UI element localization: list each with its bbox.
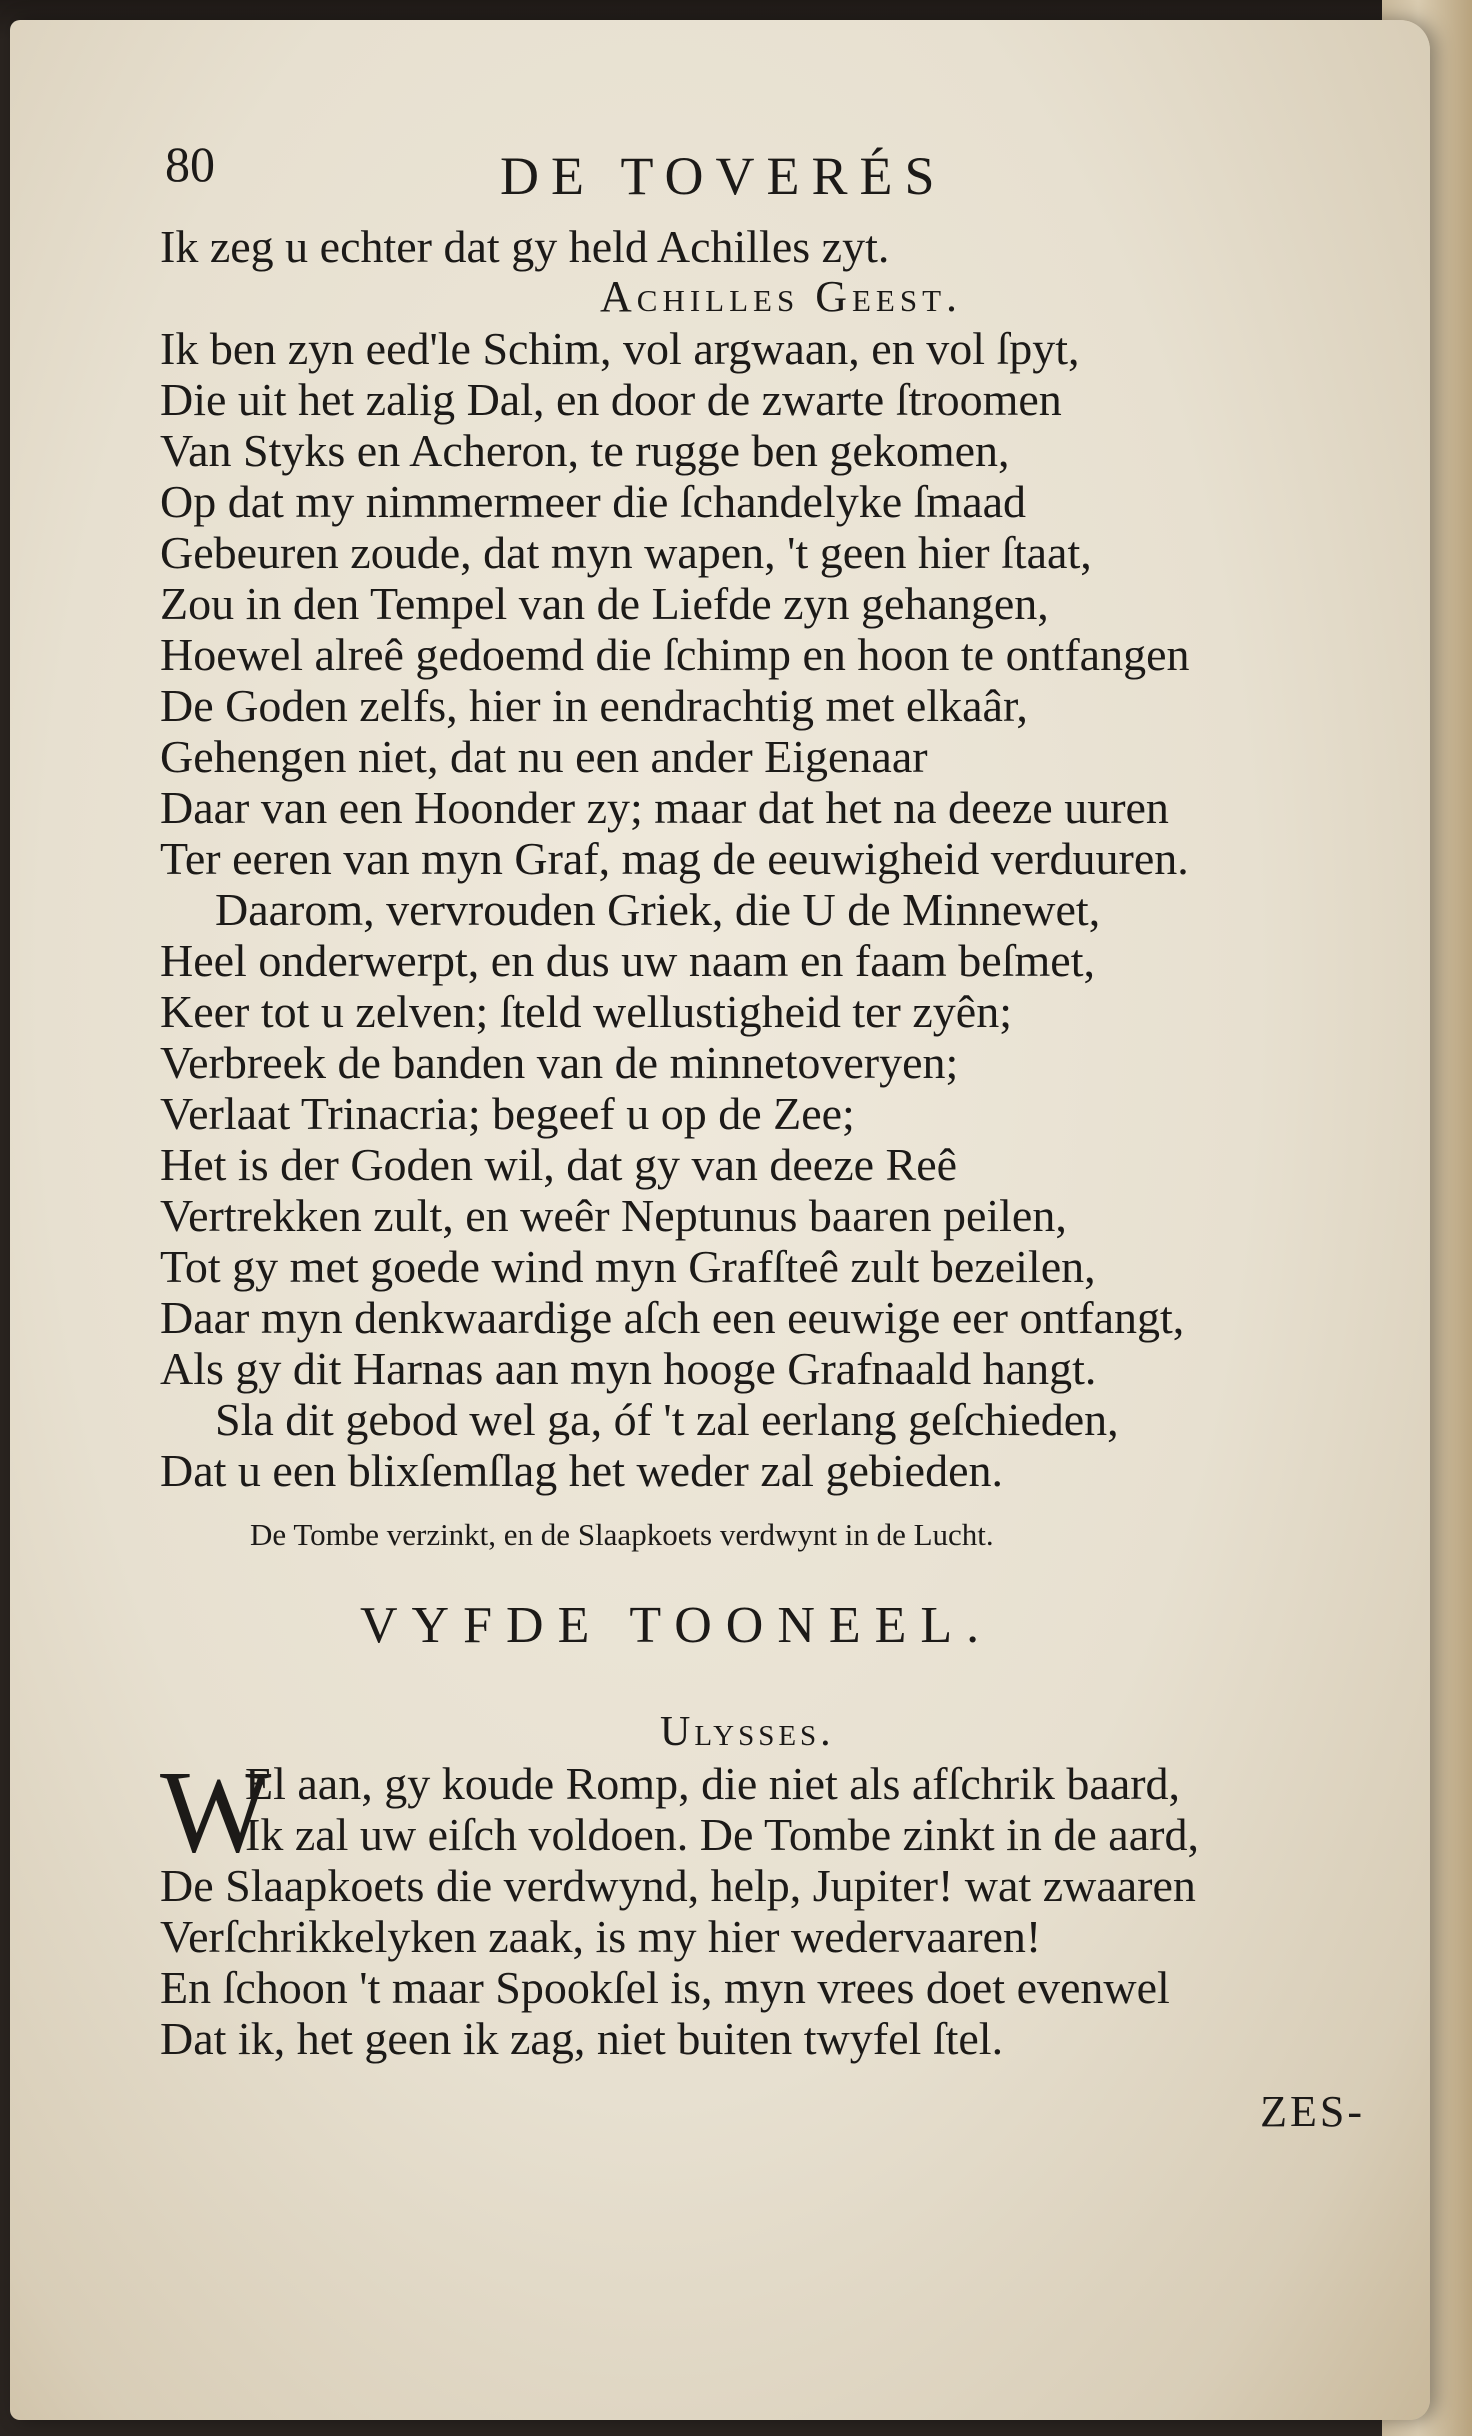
- verse-line: Het is der Goden wil, dat gy van deeze Reê: [160, 1139, 958, 1190]
- verse-line: En ſchoon 't maar Spookſel is, myn vrees doet evenwel: [160, 1962, 1170, 2013]
- stage-direction: De Tombe verzinkt, en de Slaapkoets verdwynt in de Lucht.: [250, 1517, 994, 1552]
- verse-line: Dat u een blixſemſlag het weder zal gebieden.: [160, 1445, 1003, 1496]
- verse-line: Ter eeren van myn Graf, mag de eeuwigheid verduuren.: [160, 833, 1189, 884]
- page-number: 80: [165, 136, 215, 192]
- book-page: [10, 20, 1430, 2420]
- verse-line: Keer tot u zelven; ſteld wellustigheid ter zyên;: [160, 986, 1012, 1037]
- verse-line: Verſchrikkelyken zaak, is my hier wedervaaren!: [160, 1911, 1042, 1962]
- verse-line: Hoewel alreê gedoemd die ſchimp en hoon te ontfangen: [160, 629, 1190, 680]
- verse-line: Gebeuren zoude, dat myn wapen, 't geen hier ſtaat,: [160, 527, 1092, 578]
- verse-line: Gehengen niet, dat nu een ander Eigenaar: [160, 731, 928, 782]
- verse-line: Dat ik, het geen ik zag, niet buiten twyfel ſtel.: [160, 2013, 1004, 2064]
- verse-line: Vertrekken zult, en weêr Neptunus baaren peilen,: [160, 1190, 1067, 1241]
- running-head: DE TOVERÉS: [500, 146, 947, 206]
- verse-line: Verbreek de banden van de minnetoveryen;: [160, 1037, 959, 1088]
- speech-block: [160, 1394, 1410, 1496]
- speaker-heading: Achilles Geest.: [600, 272, 963, 321]
- dropcap-paragraph: [160, 1746, 1410, 1877]
- verse-line: Tot gy met goede wind myn Grafſteê zult bezeilen,: [160, 1241, 1096, 1292]
- page-header: [160, 125, 1410, 221]
- speech-block: [160, 1860, 1410, 2064]
- verse-line: Ik ben zyn eed'le Schim, vol argwaan, en vol ſpyt,: [160, 323, 1080, 374]
- page-text: [160, 125, 1410, 2137]
- catchword: ZES-: [1260, 2087, 1365, 2136]
- verse-line: Daar myn denkwaardige aſch een eeuwige eer ontfangt,: [160, 1292, 1185, 1343]
- verse-line: Heel onderwerpt, en dus uw naam en faam beſmet,: [160, 935, 1095, 986]
- verse-line: Die uit het zalig Dal, en door de zwarte ſtroomen: [160, 374, 1062, 425]
- speech-block: [160, 884, 1410, 1394]
- verse-line: Daar van een Hoonder zy; maar dat het na deeze uuren: [160, 782, 1169, 833]
- verse-line: Ik zal uw eiſch voldoen. De Tombe zinkt in de aard,: [245, 1809, 1199, 1860]
- verse-line: Op dat my nimmermeer die ſchandelyke ſmaad: [160, 476, 1027, 527]
- verse-line: Verlaat Trinacria; begeef u op de Zee;: [160, 1088, 855, 1139]
- verse-line: Daarom, vervrouden Griek, die U de Minnewet,: [215, 884, 1101, 935]
- verse-line: Sla dit gebod wel ga, óf 't zal eerlang geſchieden,: [215, 1394, 1119, 1445]
- verse-line: El aan, gy koude Romp, die niet als afſchrik baard,: [245, 1758, 1181, 1809]
- verse-line: Van Styks en Acheron, te rugge ben gekomen,: [160, 425, 1010, 476]
- verse-line: Ik zeg u echter dat gy held Achilles zyt.: [160, 221, 890, 272]
- speech-block: [160, 323, 1410, 884]
- verse-line: Als gy dit Harnas aan myn hooge Grafnaald hangt.: [160, 1343, 1097, 1394]
- scene-title: VYFDE TOONEEL.: [360, 1597, 994, 1654]
- verse-line: Zou in den Tempel van de Liefde zyn gehangen,: [160, 578, 1049, 629]
- verse-line: De Goden zelfs, hier in eendrachtig met elkaâr,: [160, 680, 1028, 731]
- drop-capital: W: [160, 1746, 272, 1877]
- verse-line: De Slaapkoets die verdwynd, help, Jupiter! wat zwaaren: [160, 1860, 1196, 1911]
- speaker-heading: Ulysses.: [660, 1709, 835, 1755]
